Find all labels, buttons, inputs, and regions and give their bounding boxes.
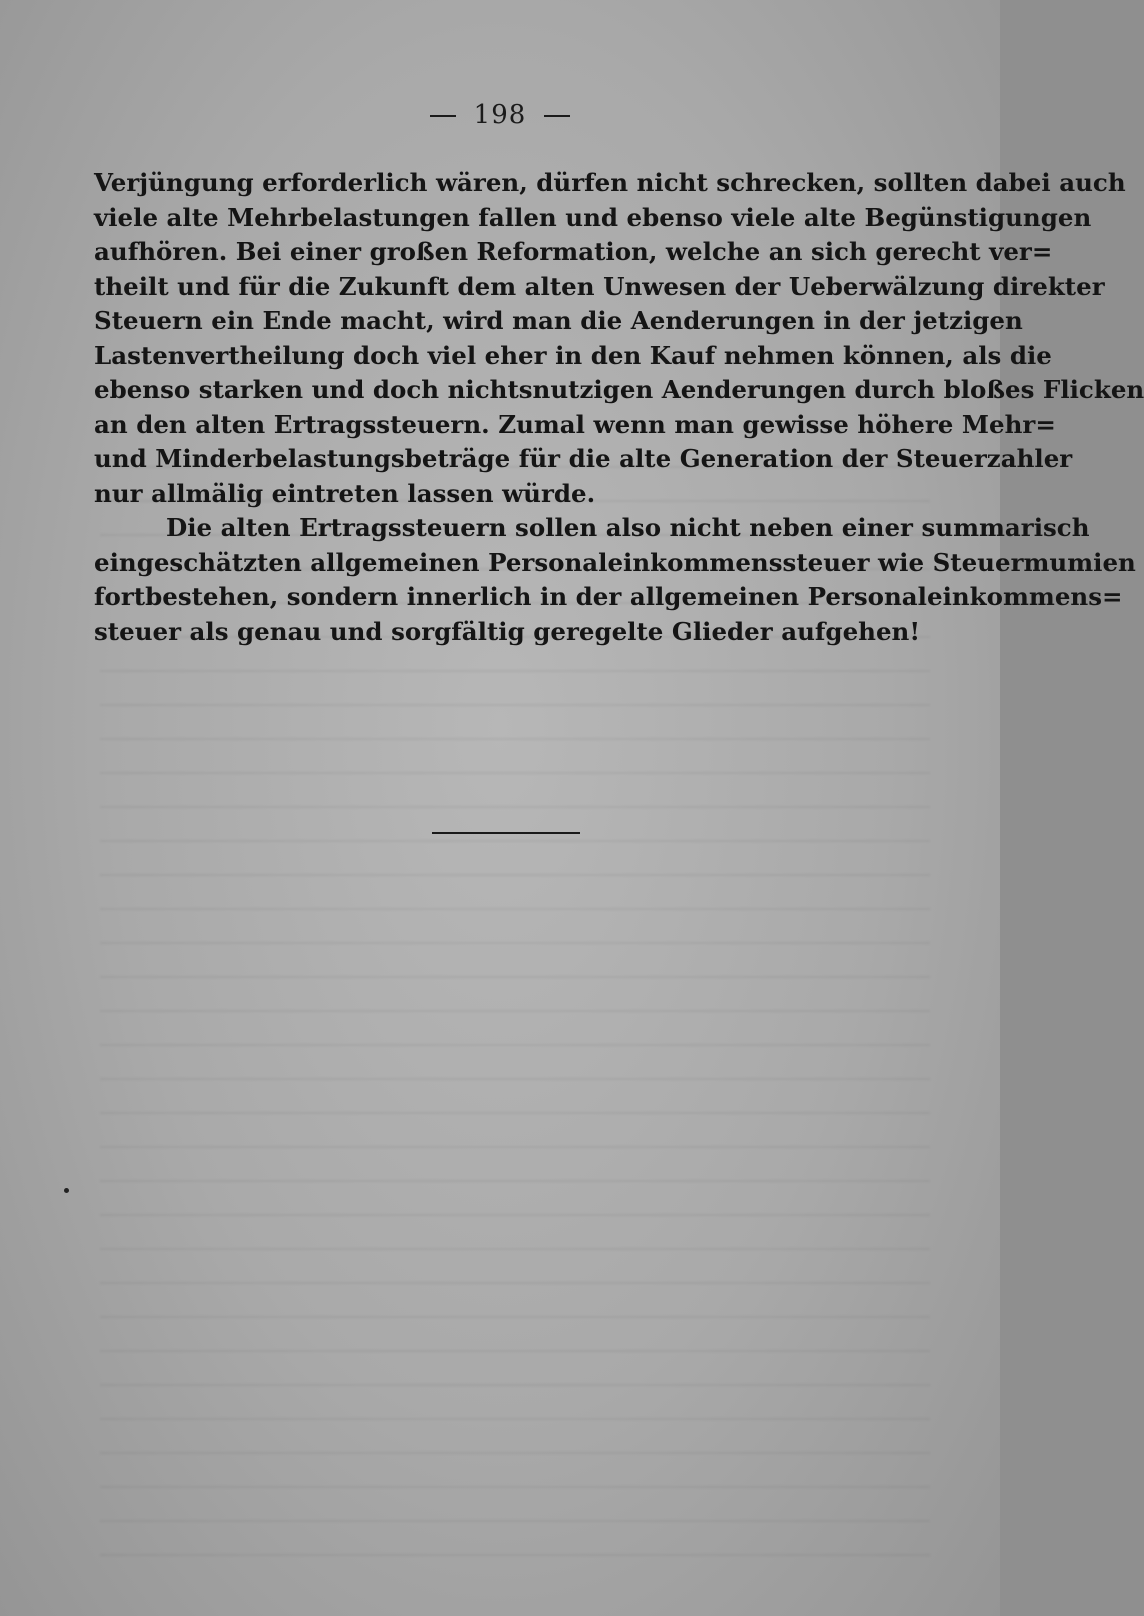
text-line: eingeschätzten allgemeinen Personaleinkommenssteuer wie Steuermumien xyxy=(94,547,1136,577)
text-line: Lastenvertheilung doch viel eher in den Kauf nehmen können, als die xyxy=(94,340,1052,370)
text-line: Steuern ein Ende macht, wird man die Aenderungen in der jetzigen xyxy=(94,306,1023,335)
text-line: an den alten Ertragssteuern. Zumal wenn man gewisse höhere Mehr= xyxy=(94,409,1056,439)
page-number: 198 xyxy=(473,100,527,130)
page-header xyxy=(0,100,1000,130)
text-line: ebenso starken und doch nichtsnutzigen Aenderungen durch bloßes Flicken xyxy=(94,375,1144,404)
text-line: steuer als genau und sorgfältig geregelte Glieder aufgehen! xyxy=(94,616,921,646)
header-dash-left xyxy=(430,115,456,117)
body-text xyxy=(94,166,1144,649)
text-line: Verjüngung erforderlich wären, dürfen nicht schrecken, sollten dabei auch xyxy=(94,168,1126,197)
text-line: Die alten Ertragssteuern sollen also nicht neben einer summarisch xyxy=(166,513,1090,542)
text-line: fortbestehen, sondern innerlich in der allgemeinen Personaleinkommens= xyxy=(94,582,1123,611)
paper-speck xyxy=(64,1188,69,1193)
text-line: und Minderbelastungsbeträge für die alte Generation der Steuerzahler xyxy=(94,444,1073,473)
text-line: theilt und für die Zukunft dem alten Unwesen der Ueberwälzung direkter xyxy=(94,271,1105,301)
header-dash-right xyxy=(544,115,570,117)
text-line: viele alte Mehrbelastungen fallen und ebenso viele alte Begünstigungen xyxy=(94,202,1092,232)
text-line: nur allmälig eintreten lassen würde. xyxy=(94,478,596,508)
section-end-rule xyxy=(432,832,580,834)
text-line: aufhören. Bei einer großen Reformation, welche an sich gerecht ver= xyxy=(94,237,1053,266)
